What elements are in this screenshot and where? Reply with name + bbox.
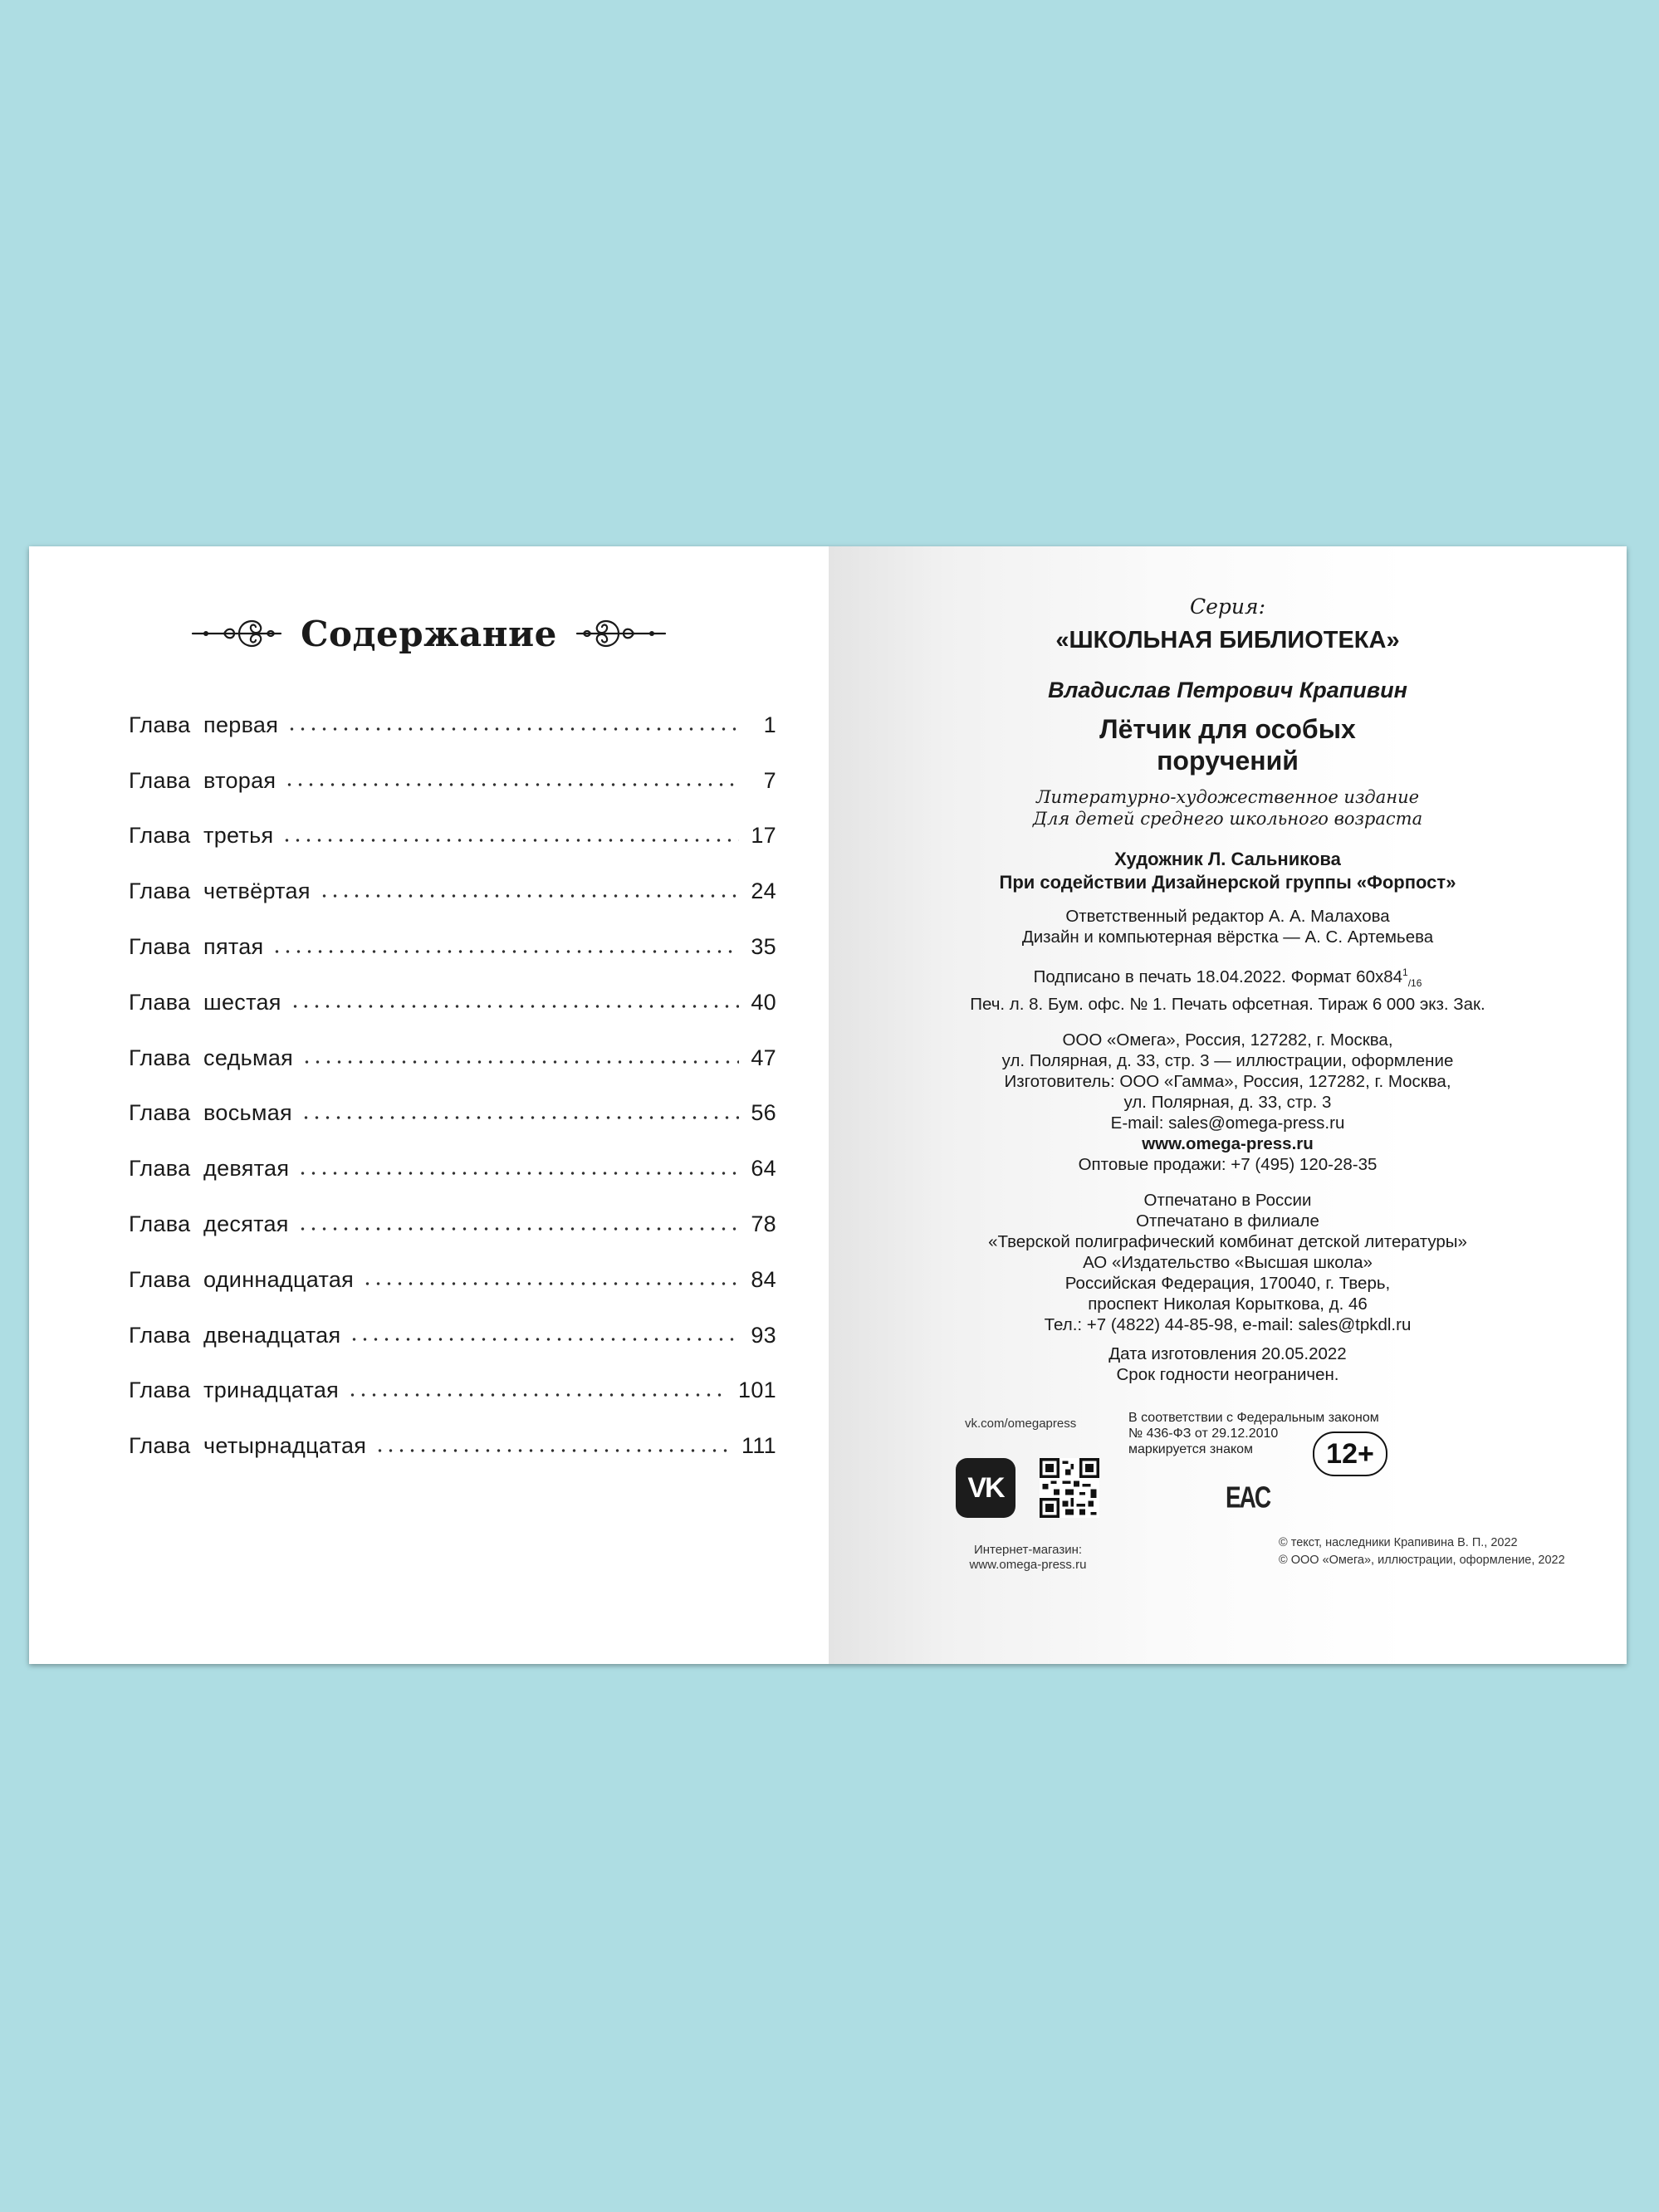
toc-leader-dots (319, 894, 740, 898)
toc-leader-dots (362, 1282, 739, 1285)
toc-row[interactable] (129, 1308, 776, 1363)
toc-leader-dots (297, 1172, 739, 1175)
toc-leader-dots (301, 1060, 739, 1064)
wholesale-phone: Оптовые продажи: +7 (495) 120-28-35 (1078, 1154, 1378, 1174)
toc-leader-dots (284, 783, 740, 786)
toc-row[interactable] (129, 975, 776, 1030)
printer-name: «Тверской полиграфический комбинат детской литературы» (988, 1231, 1467, 1251)
law-line-2: № 436-ФЗ от 29.12.2010 (1128, 1427, 1279, 1441)
toc-leader-dots (272, 950, 739, 953)
toc-chapter-label: Глава десятая (129, 1211, 289, 1237)
format-sub: /16 (1407, 976, 1422, 989)
contents-page (29, 546, 829, 1664)
layout-credit: Дизайн и компьютерная вёрстка — А. С. Артемьева (1021, 927, 1434, 947)
toc-leader-dots (281, 839, 739, 842)
toc-page-number: 84 (751, 1266, 776, 1292)
series-name: «ШКОЛЬНАЯ БИБЛИОТЕКА» (1055, 627, 1400, 653)
toc-page-number: 47 (751, 1045, 776, 1070)
shop-label: Интернет-магазин: (973, 1543, 1083, 1557)
toc-row[interactable] (129, 1418, 776, 1474)
genre-line-2: Для детей среднего школьного возраста (1032, 809, 1423, 829)
toc-chapter-label: Глава пятая (129, 934, 264, 960)
toc-page-number: 35 (751, 934, 776, 960)
toc-page-number: 56 (751, 1100, 776, 1126)
toc-row[interactable] (129, 919, 776, 975)
toc-row[interactable] (129, 1363, 776, 1419)
toc-row[interactable] (129, 697, 776, 753)
toc-row[interactable] (129, 1086, 776, 1142)
toc-chapter-label: Глава тринадцатая (129, 1378, 340, 1403)
toc-chapter-label: Глава четвёртая (129, 878, 311, 904)
toc-page-number: 78 (751, 1211, 776, 1237)
copyright-line-1: © текст, наследники Крапивина В. П., 2022 (1279, 1536, 1518, 1549)
right-ornament-icon (575, 610, 667, 657)
signed-for-print (829, 962, 1627, 994)
qr-code-icon[interactable] (1040, 1458, 1099, 1518)
copyright-line-2: © ООО «Омега», иллюстрации, оформление, 2022 (1279, 1554, 1565, 1567)
toc-chapter-label: Глава седьмая (129, 1045, 294, 1070)
printer-org: АО «Издательство «Высшая школа» (1083, 1252, 1373, 1272)
shop-url[interactable]: www.omega-press.ru (969, 1558, 1087, 1572)
law-line-1: В соответствии с Федеральным законом (1128, 1411, 1379, 1425)
toc-chapter-label: Глава восьмая (129, 1100, 292, 1126)
toc-chapter-label: Глава одиннадцатая (129, 1266, 355, 1292)
toc-leader-dots (349, 1338, 739, 1341)
genre-note (829, 786, 1627, 830)
toc-page-number: 93 (751, 1322, 776, 1348)
design-group-credit: При содействии Дизайнерской группы «Форпост» (999, 872, 1456, 893)
genre-line-1: Литературно-художественное издание (1035, 787, 1420, 807)
toc-row[interactable] (129, 809, 776, 864)
toc-chapter-label: Глава вторая (129, 767, 276, 793)
shelf-life: Срок годности неограничен. (1116, 1364, 1339, 1384)
toc-page-number: 24 (751, 878, 776, 904)
printer-address-1: Российская Федерация, 170040, г. Тверь, (1064, 1273, 1391, 1293)
law-line-3: маркируется знаком (1128, 1442, 1254, 1456)
toc-row[interactable] (129, 1252, 776, 1308)
vk-logo-icon[interactable]: VK (956, 1458, 1015, 1518)
toc-chapter-label: Глава третья (129, 823, 274, 849)
toc-row[interactable] (129, 1141, 776, 1197)
toc-leader-dots (347, 1393, 727, 1397)
contents-list (129, 697, 776, 1474)
toc-leader-dots (286, 727, 740, 731)
copyright-block (1279, 1534, 1565, 1569)
toc-row[interactable] (129, 753, 776, 809)
printer-address-2: проспект Николая Корыткова, д. 46 (1088, 1294, 1368, 1314)
signed-text: Подписано в печать 18.04.2022. Формат 60х84 (1033, 967, 1403, 986)
toc-page-number: 17 (751, 823, 776, 849)
imprint-block (829, 595, 1627, 1385)
imprint-page (829, 546, 1627, 1664)
toc-page-number: 111 (741, 1433, 776, 1459)
toc-page-number: 101 (738, 1378, 776, 1403)
left-ornament-icon (191, 610, 282, 657)
toc-chapter-label: Глава девятая (129, 1156, 290, 1182)
vk-url[interactable]: vk.com/omegapress (965, 1417, 1077, 1431)
email: E-mail: sales@omega-press.ru (1110, 1113, 1345, 1133)
toc-chapter-label: Глава четырнадцатая (129, 1433, 367, 1459)
maker-line-2: ул. Полярная, д. 33, стр. 3 (1123, 1092, 1332, 1112)
contents-title: Содержание (301, 613, 557, 654)
artist-credit: Художник Л. Сальникова (1114, 849, 1341, 869)
age-rating-badge: 12+ (1313, 1431, 1387, 1476)
toc-leader-dots (374, 1449, 730, 1452)
toc-page-number: 40 (751, 989, 776, 1015)
toc-chapter-label: Глава первая (129, 712, 279, 737)
contents-header (29, 604, 829, 663)
website: www.omega-press.ru (1142, 1133, 1314, 1153)
book-title (829, 713, 1627, 776)
publisher-line-1: ООО «Омега», Россия, 127282, г. Москва, (1062, 1030, 1393, 1050)
toc-page-number: 7 (763, 767, 776, 793)
printer-contacts: Тел.: +7 (4822) 44-85-98, e-mail: sales@tpkdl.ru (1044, 1314, 1412, 1334)
toc-leader-dots (301, 1116, 739, 1119)
manufacture-date: Дата изготовления 20.05.2022 (1108, 1343, 1347, 1363)
eac-mark-icon: EAC (1226, 1480, 1270, 1515)
book-spread (29, 546, 1627, 1664)
publisher-line-2: ул. Полярная, д. 33, стр. 3 — иллюстрации, оформление (1001, 1050, 1454, 1070)
series-label: Серия: (1189, 595, 1265, 619)
author-name: Владислав Петрович Крапивин (1048, 678, 1407, 702)
toc-leader-dots (297, 1227, 740, 1231)
toc-chapter-label: Глава шестая (129, 989, 281, 1015)
toc-page-number: 64 (751, 1156, 776, 1182)
toc-row[interactable] (129, 1030, 776, 1086)
toc-chapter-label: Глава двенадцатая (129, 1322, 341, 1348)
book-title-line-1: Лётчик для особых (1099, 714, 1356, 744)
format-sup: 1 (1402, 967, 1408, 978)
maker-line-1: Изготовитель: ООО «Гамма», Россия, 127282, г. Москва, (1004, 1071, 1451, 1091)
book-title-line-2: поручений (1157, 746, 1299, 776)
toc-row[interactable] (129, 864, 776, 919)
printed-in-russia: Отпечатано в России (1143, 1190, 1312, 1210)
online-shop (928, 1543, 1128, 1573)
toc-row[interactable] (129, 1197, 776, 1252)
editor-credit: Ответственный редактор А. А. Малахова (1065, 907, 1390, 926)
printed-branch: Отпечатано в филиале (1136, 1211, 1319, 1231)
toc-page-number: 1 (763, 712, 776, 737)
toc-leader-dots (290, 1005, 740, 1008)
print-info: Печ. л. 8. Бум. офс. № 1. Печать офсетная. Тираж 6 000 экз. Зак. (970, 994, 1485, 1014)
